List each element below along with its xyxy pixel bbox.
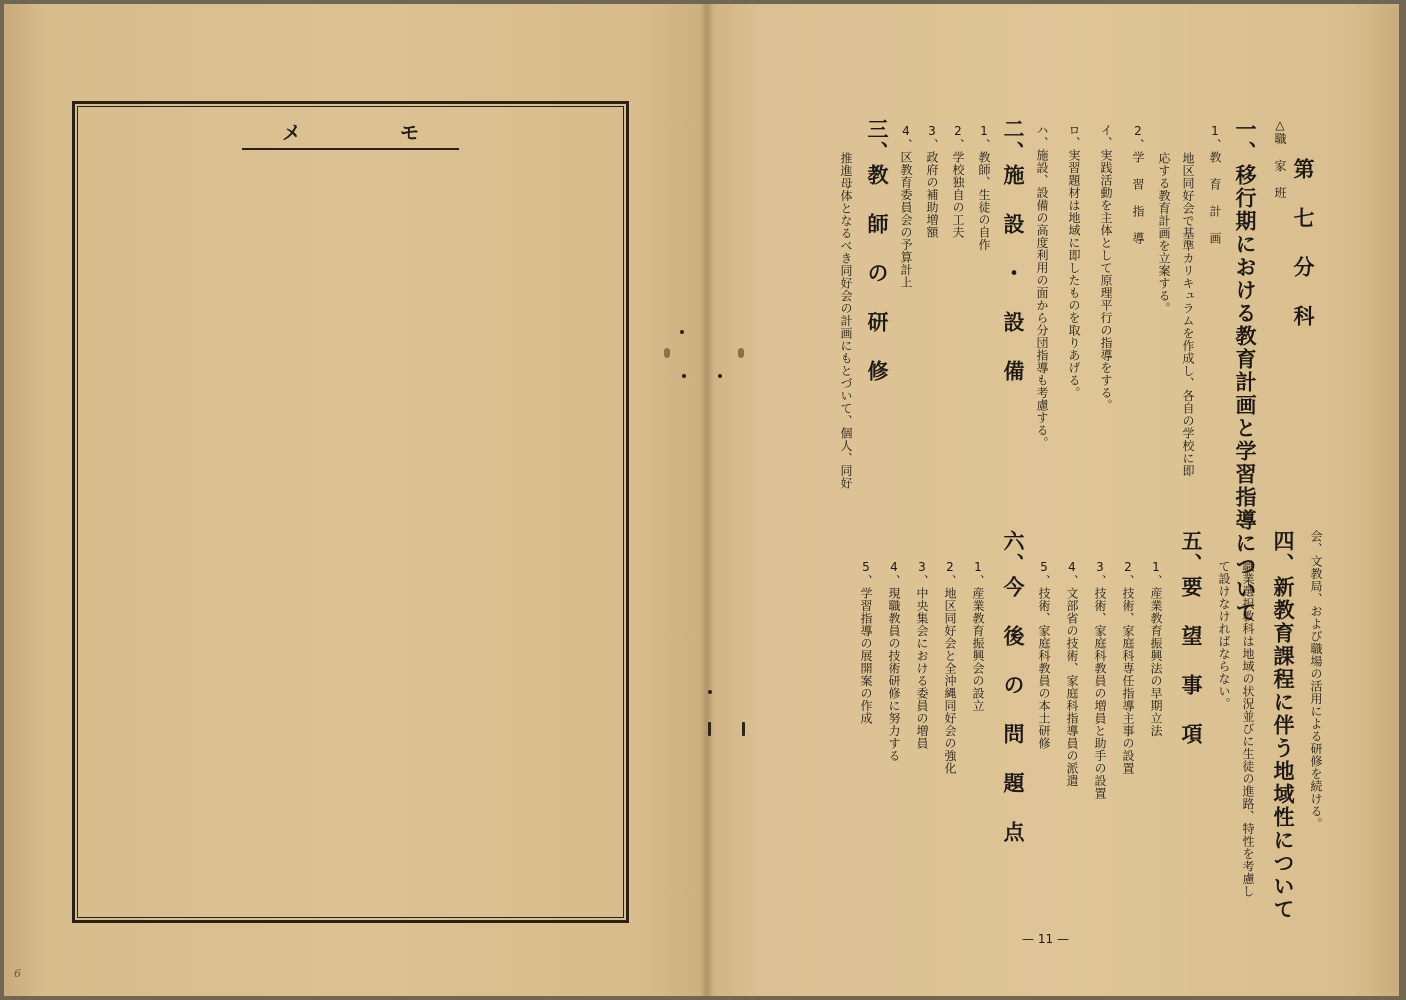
corner-number: 6 [14,967,21,980]
binding-hole [708,690,712,694]
binding-hole [718,374,722,378]
lower-text-column: 4、現職教員の技術研修に努力する [887,560,901,762]
binding-hole [664,348,670,358]
left-page [4,4,707,996]
upper-text-column: 2、学 習 指 導 [1131,124,1145,245]
memo-frame [72,101,629,923]
document-text [782,118,1330,921]
upper-text-column: 1、教師、生徒の自作 [977,124,991,251]
binding-hole [708,722,711,736]
upper-text-column: 1、教 育 計 画 [1208,124,1222,245]
lower-text-column: 四、新教育課程に伴う地域性について [1271,530,1295,921]
lower-text-column: 5、技術、家庭科教員の本土研修 [1037,560,1051,750]
upper-text-column: 二、施 設 ・ 設 備 [1001,118,1025,383]
upper-text-column: ハ、施設、設備の高度利用の面から分団指導も考慮する。 [1035,124,1049,449]
lower-text-column: 3、技術、家庭科教員の増員と助手の設置 [1093,560,1107,800]
lower-text-column: 1、産業教育振興法の早期立法 [1149,560,1163,737]
lower-text-column: 五、要 望 事 項 [1179,530,1203,746]
lower-text-column: 5、学習指導の展開案の作成 [859,560,873,725]
memo-title [75,118,626,145]
lower-text-column: 3、中央集会における委員の増員 [915,560,929,750]
upper-text-column: 三、教 師 の 研 修 [865,118,889,383]
upper-text-column: 3、政府の補助増額 [925,124,939,239]
upper-text-column: 4、区教育委員会の予算計上 [899,124,913,289]
page-number: — 11 — [1022,932,1069,946]
lower-text-column: 2、地区同好会と全沖縄同好会の強化 [943,560,957,775]
upper-text-column: ロ、実習題材は地域に即したものを取りあげる。 [1067,124,1081,399]
lower-text-column: 会、文教局、および職場の活用による研修を続ける。 [1309,530,1323,830]
lower-text-column: 2、技術、家庭科専任指導主事の設置 [1121,560,1135,775]
binding-hole [742,722,745,736]
upper-text-column: 応する教育計画を立案する。 [1157,152,1171,315]
lower-text-column: 職業選択教科は地域の状況並びに生徒の進路、特性を考慮し [1241,560,1255,898]
lower-text-column: 4、文部省の技術、家庭科指導員の派遣 [1065,560,1079,787]
upper-text-column: 2、学校独自の工夫 [951,124,965,239]
memo-title-text: メ モ [242,122,459,150]
binding-hole [680,330,684,334]
upper-text-column: 地区同好会で基準カリキュラムを作成し、各自の学校に即 [1181,152,1195,477]
gutter [700,4,714,996]
upper-text-column: 一、移行期における教育計画と学習指導について [1233,118,1257,624]
upper-text-column: 推進母体となるべき同好会の計画にもとづいて、個人、同好 [839,152,853,490]
upper-text-column: △職 家 班 [1273,118,1287,199]
binding-hole [682,374,686,378]
upper-text-column: イ、実践活動を主体として原理平行の指導をする。 [1099,124,1113,412]
upper-text-column: 第 七 分 科 [1291,158,1315,328]
lower-text-column: 1、産業教育振興会の設立 [971,560,985,712]
lower-text-column: 六、今 後 の 問 題 点 [1001,530,1025,844]
binding-hole [738,348,744,358]
lower-text-column: て設けなければならない。 [1217,560,1231,710]
